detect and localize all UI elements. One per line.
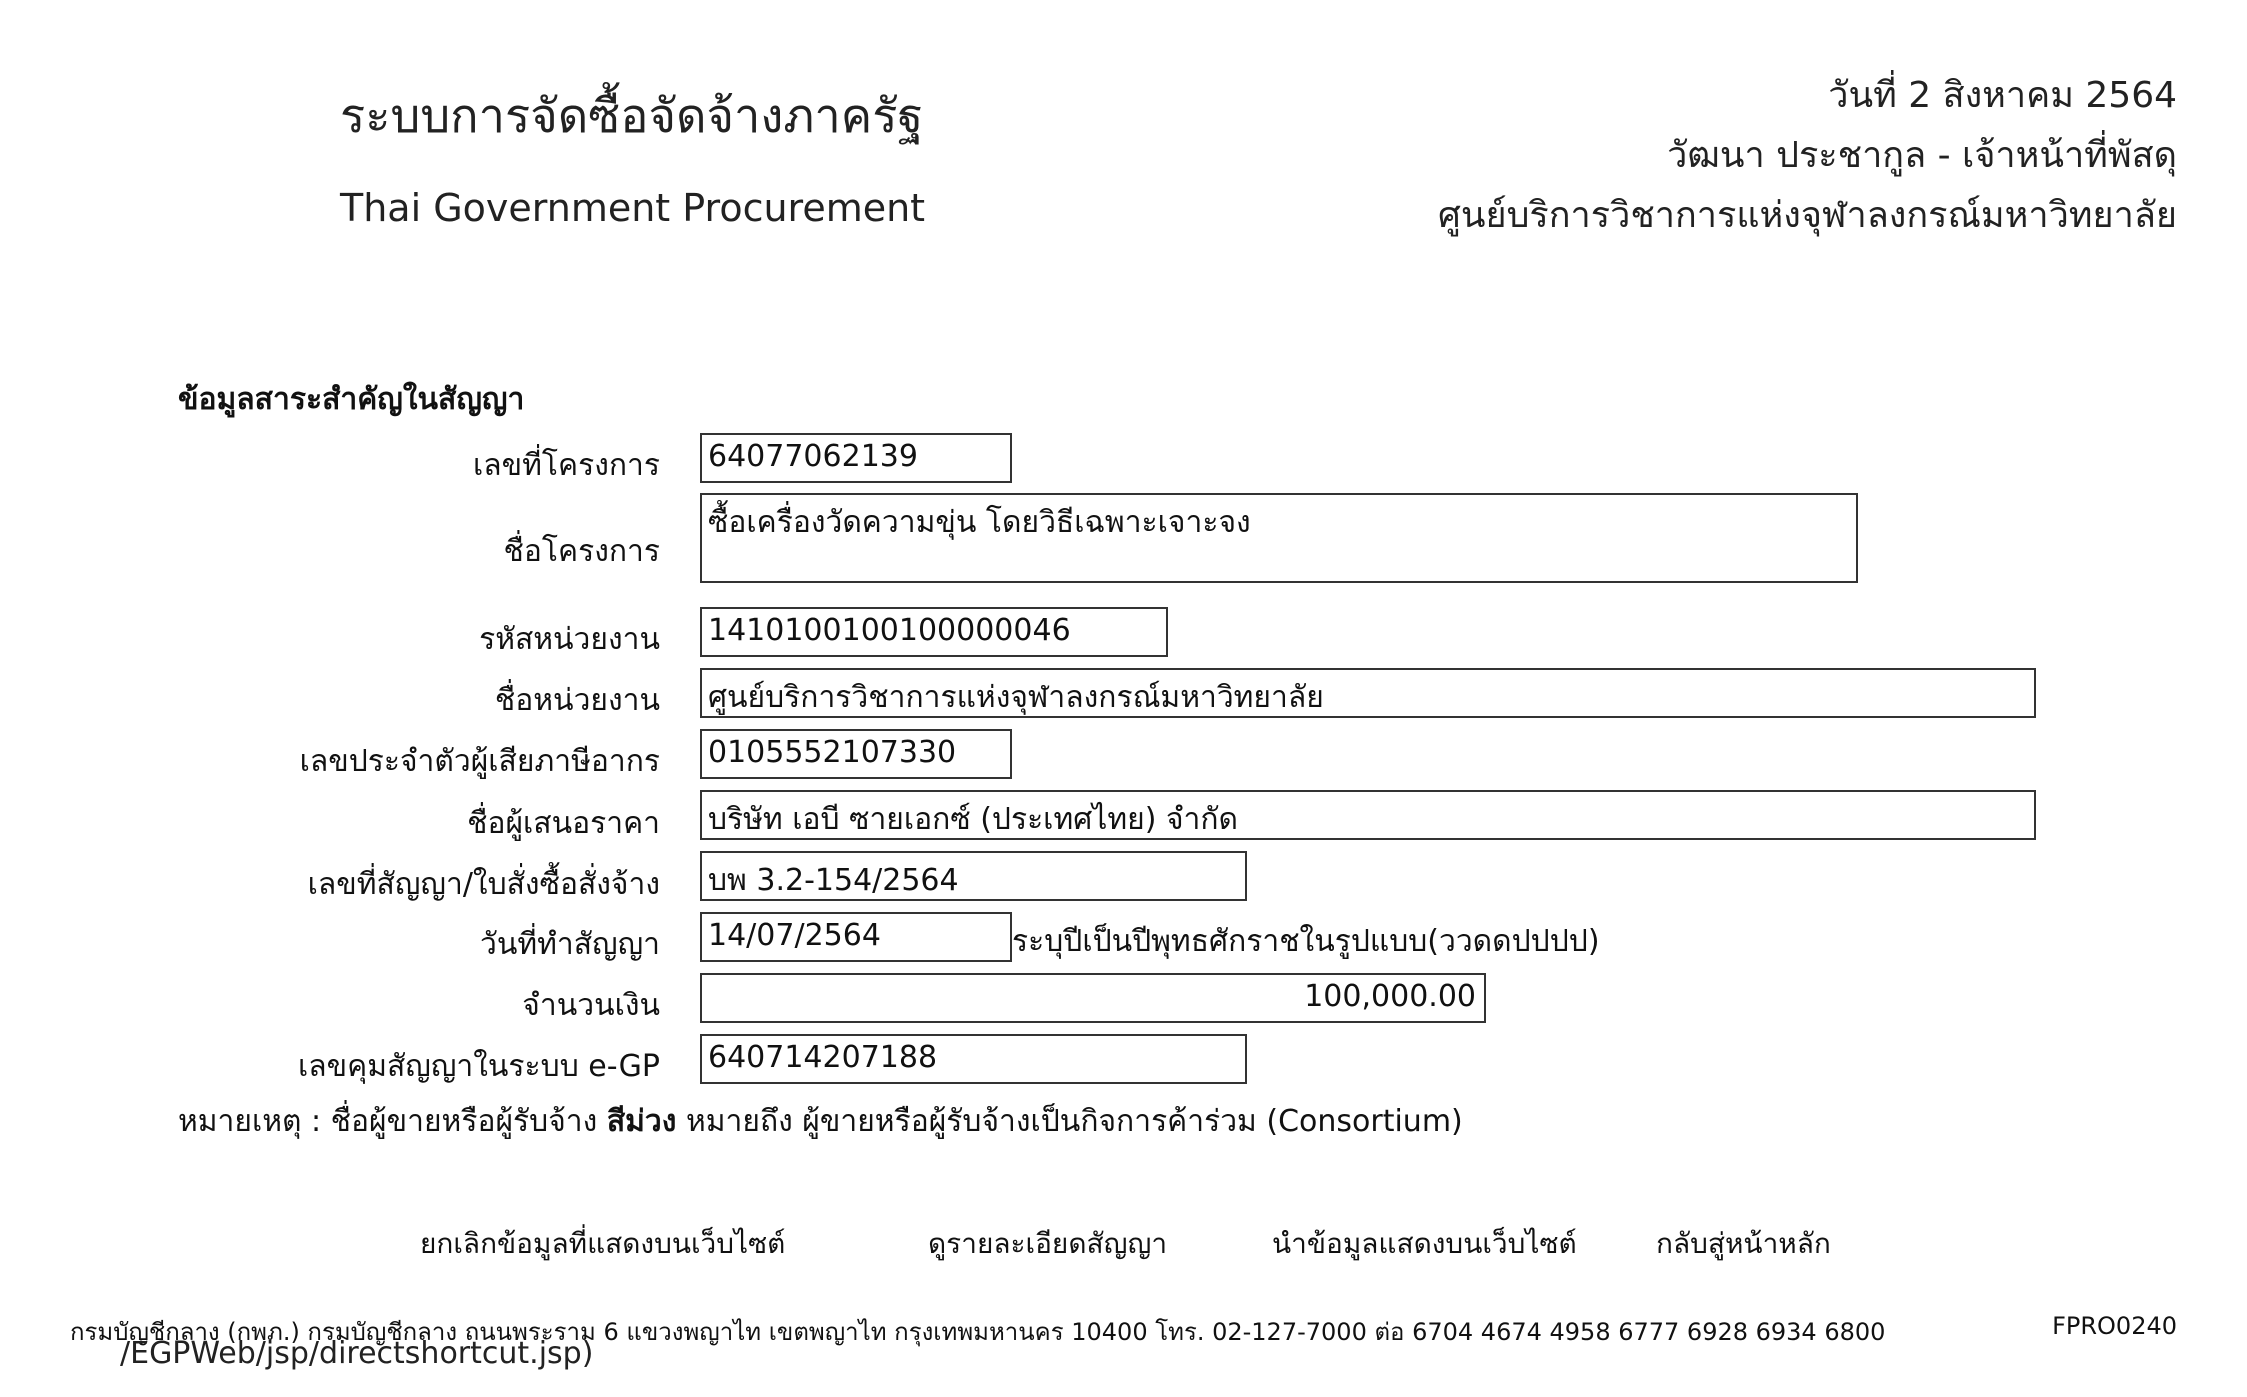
note-highlight: สีม่วง <box>606 1104 677 1139</box>
agency-name-field[interactable]: ศูนย์บริการวิชาการแห่งจุฬาลงกรณ์มหาวิทยาลัย <box>700 668 2036 718</box>
footer-address: กรมบัญชีกลาง (กพภ.) กรมบัญชีกลาง ถนนพระราม 6 แขวงพญาไท เขตพญาไท กรุงเทพมหานคร 10400 โทร. 02-127-7000 ต่อ 6704 4674 4958 6777 6928 6934 6800 <box>70 1318 1886 1346</box>
user-organization: ศูนย์บริการวิชาการแห่งจุฬาลงกรณ์มหาวิทยาลัย <box>1438 195 2177 236</box>
contract-date-label: วันที่ทำสัญญา <box>479 927 660 962</box>
project-name-field[interactable]: ซื้อเครื่องวัดความขุ่น โดยวิธีเฉพาะเจาะจง <box>700 493 1858 583</box>
user-name-role: วัฒนา ประชากูล - เจ้าหน้าที่พัสดุ <box>1667 135 2177 176</box>
view-contract-details-link[interactable]: ดูรายละเอียดสัญญา <box>928 1227 1168 1260</box>
egp-no-label: เลขคุมสัญญาในระบบ e-GP <box>298 1049 660 1084</box>
cancel-display-link[interactable]: ยกเลิกข้อมูลที่แสดงบนเว็บไซต์ <box>420 1227 786 1260</box>
project-no-field[interactable]: 64077062139 <box>700 433 1012 483</box>
agency-code-field[interactable]: 1410100100100000046 <box>700 607 1168 657</box>
contract-no-label: เลขที่สัญญา/ใบสั่งซื้อสั่งจ้าง <box>307 867 660 902</box>
page-code: FPRO0240 <box>2052 1312 2177 1340</box>
tax-id-label: เลขประจำตัวผู้เสียภาษีอากร <box>299 744 660 779</box>
page-url: /EGPWeb/jsp/directshortcut.jsp) <box>120 1336 594 1371</box>
contract-date-field[interactable]: 14/07/2564 <box>700 912 1012 962</box>
publish-to-website-link[interactable]: นำข้อมูลแสดงบนเว็บไซต์ <box>1272 1227 1577 1260</box>
system-title-english: Thai Government Procurement <box>340 186 926 230</box>
agency-code-label: รหัสหน่วยงาน <box>479 622 660 657</box>
bidder-label: ชื่อผู้เสนอราคา <box>467 806 660 841</box>
contract-date-format-hint: ระบุปีเป็นปีพุทธศักราชในรูปแบบ(ววดดปปปป) <box>1012 924 1600 959</box>
section-title: ข้อมูลสาระสำคัญในสัญญา <box>178 382 525 417</box>
tax-id-field[interactable]: 0105552107330 <box>700 729 1012 779</box>
contract-no-field[interactable]: บพ 3.2-154/2564 <box>700 851 1247 901</box>
project-name-label: ชื่อโครงการ <box>503 534 660 569</box>
back-to-home-link[interactable]: กลับสู่หน้าหลัก <box>1656 1227 1831 1260</box>
note-suffix: หมายถึง ผู้ขายหรือผู้รับจ้างเป็นกิจการค้าร่วม (Consortium) <box>685 1104 1463 1139</box>
agency-name-label: ชื่อหน่วยงาน <box>494 683 660 718</box>
bidder-field[interactable]: บริษัท เอบี ซายเอกซ์ (ประเทศไทย) จำกัด <box>700 790 2036 840</box>
amount-label: จำนวนเงิน <box>522 988 660 1023</box>
project-no-label: เลขที่โครงการ <box>473 448 660 483</box>
amount-field[interactable]: 100,000.00 <box>700 973 1486 1023</box>
egp-no-field[interactable]: 640714207188 <box>700 1034 1247 1084</box>
system-title-thai: ระบบการจัดซื้อจัดจ้างภาครัฐ <box>340 89 924 144</box>
note-prefix: หมายเหตุ : ชื่อผู้ขายหรือผู้รับจ้าง <box>178 1104 598 1139</box>
consortium-note <box>178 1098 1463 1145</box>
current-date: วันที่ 2 สิงหาคม 2564 <box>1828 75 2177 116</box>
